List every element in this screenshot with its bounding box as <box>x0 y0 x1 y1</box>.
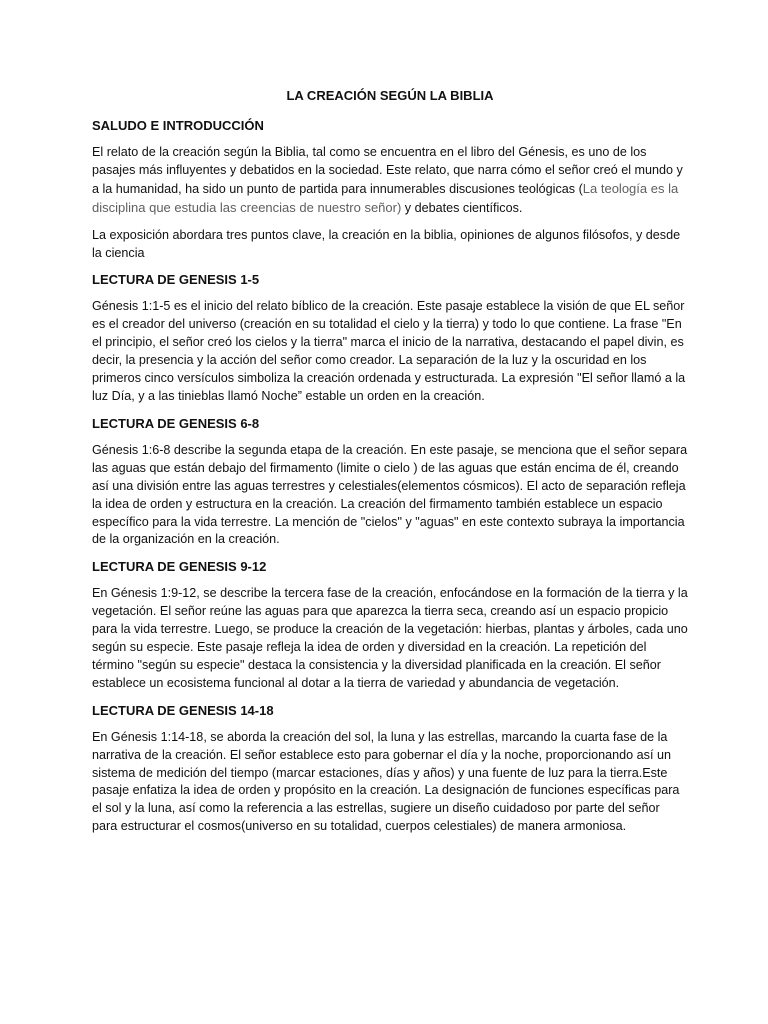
section-heading-genesis-9-12: LECTURA DE GENESIS 9-12 <box>92 559 267 575</box>
genesis-1-5-paragraph: Génesis 1:1-5 es el inicio del relato bíblico de la creación. Este pasaje establece la visión de que EL señor es el creador del universo (creación en su totalidad el cielo y la tierra) y todo lo que contiene. La frase "En el principio, el señor creó los cielos y la tierra" marca el inicio de la narrativa, destacando el papel divin, es decir, la presencia y la acción del señor como creador. La separación de la luz y la oscuridad en los primeros cinco versículos simboliza la creación ordenada y estructurada. La expresión "El señor llamó a la luz Día, y a las tinieblas llamó Noche” estable un orden en la creación. <box>92 299 686 403</box>
genesis-6-8-paragraph: Génesis 1:6-8 describe la segunda etapa de la creación. En este pasaje, se menciona que el señor separa las aguas que están debajo del firmamento (limite o cielo ) de las aguas que están encima de él, creando así una división entre las aguas terrestres y celestiales(elementos cósmicos). El acto de separación refleja la idea de orden y estructura en la creación. La creación del firmamento también establece un espacio específico para la vida terrestre. La mención de "cielos" y "aguas" en este contexto subraya la importancia de la organización en la creación. <box>92 442 688 547</box>
section-heading-genesis-14-18: LECTURA DE GENESIS 14-18 <box>92 702 274 718</box>
intro-text-start: El relato de la creación según la Biblia, tal como se encuentra en el libro del Génesis, es uno de los pasajes más influyentes y debatidos en la sociedad. Este relato, que narra cómo el señor creó el mundo y a la humanidad, ha sido un punto de partida para innumerables discusiones teológicas ( <box>92 145 683 196</box>
document-title: LA CREACIÓN SEGÚN LA BIBLIA <box>286 88 494 103</box>
intro-paragraph <box>92 144 688 218</box>
section-heading-genesis-6-8: LECTURA DE GENESIS 6-8 <box>92 415 260 431</box>
theology-definition: La teología es la disciplina que estudia las creencias de nuestro señor) <box>92 180 679 215</box>
genesis-9-12-paragraph: En Génesis 1:9-12, se describe la tercera fase de la creación, enfocándose en la formación de la tierra y la vegetación. El señor reúne las aguas para que aparezca la tierra seca, creando así un espacio propicio para la vida terrestre. Luego, se produce la creación de la vegetación: hierbas, plantas y árboles, cada uno según su especie. Este pasaje refleja la idea de orden y diversidad en la creación. La repetición del término "según su especie" destaca la consistencia y la diversidad planificada en la creación. El señor establece un ecosistema funcional al dotar a la tierra de variedad y abundancia de vegetación. <box>92 586 688 690</box>
genesis-14-18-paragraph: En Génesis 1:14-18, se aborda la creación del sol, la luna y las estrellas, marcando la cuarta fase de la narrativa de la creación. El señor establece esto para gobernar el día y la noche, proporcionando así un sistema de medición del tiempo (marcar estaciones, días y años) y una fuente de luz para la tierra.Este pasaje enfatiza la idea de orden y propósito en la creación. La designación de funciones específicas para el sol y la luna, así como la referencia a las estrellas, sugiere un diseño cuidadoso por parte del señor para estructurar el cosmos(universo en su totalidad, cuerpos celestiales) de manera armoniosa. <box>92 729 680 834</box>
exposition-paragraph: La exposición abordara tres puntos clave, la creación en la biblia, opiniones de algunos filósofos, y desde la ciencia <box>92 227 681 260</box>
section-heading-genesis-1-5: LECTURA DE GENESIS 1-5 <box>92 272 260 288</box>
section-heading-intro: SALUDO E INTRODUCCIÓN <box>92 118 264 133</box>
intro-text-end: y debates científicos. <box>401 200 523 215</box>
